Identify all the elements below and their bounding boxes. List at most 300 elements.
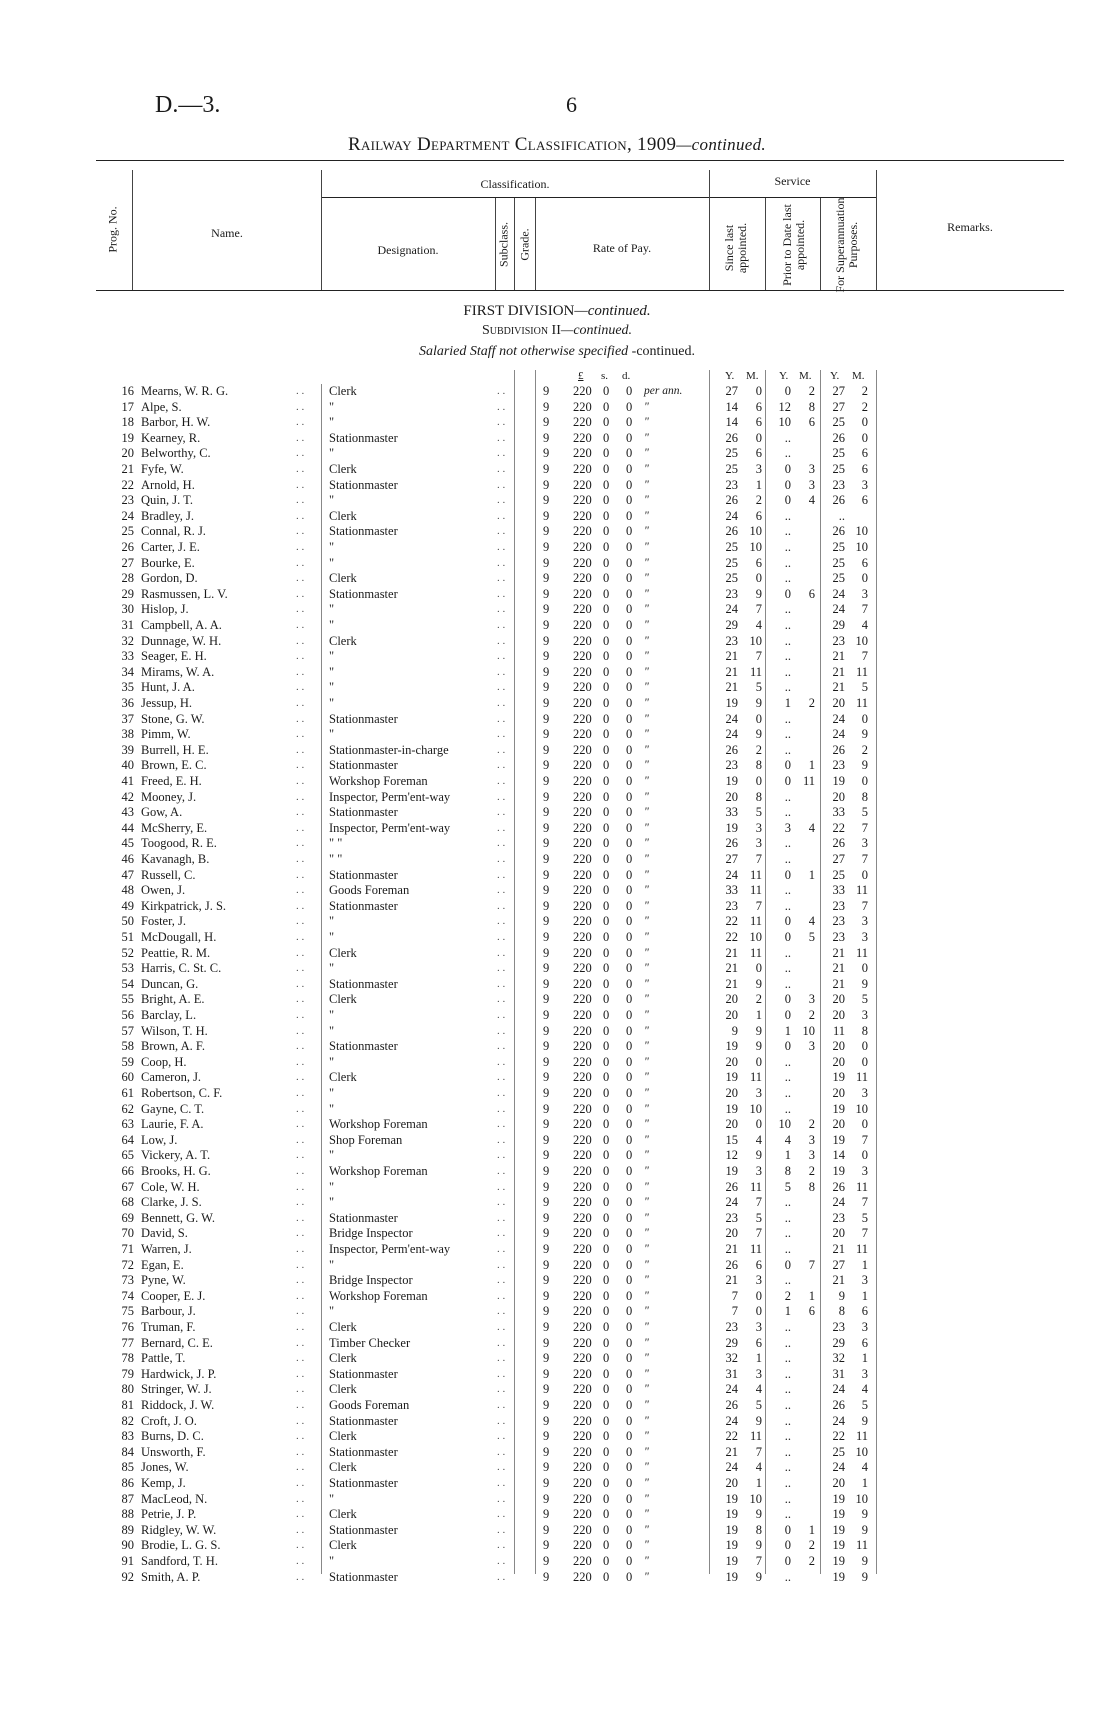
row-name: Smith, A. P. xyxy=(141,1569,201,1584)
header-name: Name. xyxy=(211,226,243,240)
row-name: Kemp, J. xyxy=(141,1476,186,1490)
row-rate-shillings: 0 xyxy=(603,1460,610,1475)
row-grade: 9 xyxy=(543,1335,550,1350)
table-row xyxy=(0,1164,1114,1180)
row-prior-months: 4 xyxy=(808,820,815,835)
row-name: Alpe, S. xyxy=(141,399,182,414)
row-rate-pounds: 220 xyxy=(573,711,592,726)
row-super-months: 7 xyxy=(861,898,868,913)
row-since-months: 8 xyxy=(755,1522,762,1537)
row-designation: Stationmaster xyxy=(329,1039,398,1054)
row-super-years: 20 xyxy=(832,1086,845,1100)
row-name: Cooper, E. J. xyxy=(141,1288,206,1303)
leader-dots: . . xyxy=(497,837,506,850)
row-prior-years: 0 xyxy=(784,930,791,944)
row-grade: 9 xyxy=(543,961,550,976)
row-prog-no: 91 xyxy=(121,1554,134,1568)
row-super-years: 19 xyxy=(832,1070,845,1085)
row-super-months: 0 xyxy=(861,961,868,976)
row-name: Jones, W. xyxy=(141,1460,189,1475)
row-rate-shillings: 0 xyxy=(603,1538,610,1553)
row-super-years: 20 xyxy=(832,1117,845,1132)
row-prior-years: .. xyxy=(784,898,791,913)
row-grade: 9 xyxy=(543,1413,550,1428)
table-row xyxy=(0,1320,1114,1336)
row-super-months: 7 xyxy=(861,820,868,835)
row-rate-shillings: 0 xyxy=(603,945,610,960)
row-name: Jessup, H. xyxy=(141,696,193,710)
row-rate-shillings: 0 xyxy=(603,1335,610,1350)
row-prog-no: 88 xyxy=(121,1507,134,1522)
row-grade: 9 xyxy=(543,1288,550,1303)
row-since-months: 9 xyxy=(755,1023,762,1038)
row-super-years: 27 xyxy=(832,399,845,414)
row-grade: 9 xyxy=(543,571,550,586)
row-since-years: 20 xyxy=(725,1117,738,1132)
row-super-years: 24 xyxy=(832,727,845,742)
row-rate-shillings: 0 xyxy=(603,1304,610,1319)
row-prog-no: 49 xyxy=(121,898,134,913)
row-rate-pounds: 220 xyxy=(573,399,592,414)
row-super-years: 19 xyxy=(832,1538,845,1553)
row-since-years: 21 xyxy=(725,680,738,695)
row-prog-no: 81 xyxy=(121,1398,134,1412)
row-super-months: 9 xyxy=(861,976,868,991)
row-prior-years: 0 xyxy=(784,1008,791,1022)
row-since-years: 23 xyxy=(725,1320,738,1334)
row-designation: " xyxy=(329,1491,335,1506)
row-super-years: 14 xyxy=(832,1148,845,1163)
table-row xyxy=(0,556,1114,572)
row-since-years: 32 xyxy=(725,1351,738,1366)
leader-dots: . . xyxy=(497,993,506,1006)
row-super-months: 5 xyxy=(861,805,868,820)
row-since-years: 21 xyxy=(725,976,738,991)
table-row xyxy=(0,1211,1114,1227)
row-since-months: 11 xyxy=(749,945,762,960)
row-designation: " xyxy=(329,680,335,695)
row-since-months: 0 xyxy=(755,1288,762,1303)
row-prior-years: 8 xyxy=(784,1164,791,1178)
row-rate-pounds: 220 xyxy=(573,1538,592,1553)
row-since-months: 2 xyxy=(755,493,762,508)
row-designation: " xyxy=(329,1101,335,1116)
row-since-years: 19 xyxy=(725,696,738,710)
table-row xyxy=(0,1039,1114,1055)
row-rate-pounds: 220 xyxy=(573,1476,592,1490)
table-row xyxy=(0,1133,1114,1149)
row-rate-pounds: 220 xyxy=(573,571,592,586)
row-super-months: 3 xyxy=(861,1366,868,1381)
row-rate-shillings: 0 xyxy=(603,399,610,414)
row-designation: " xyxy=(329,415,335,430)
leader-dots: . . xyxy=(497,915,506,928)
row-since-years: 12 xyxy=(725,1148,738,1163)
row-rate-unit: " xyxy=(644,915,649,928)
row-since-months: 7 xyxy=(755,649,762,664)
row-rate-pounds: 220 xyxy=(573,1179,592,1194)
table-row xyxy=(0,1367,1114,1383)
leader-dots: . . xyxy=(296,1336,305,1349)
row-since-months: 0 xyxy=(755,711,762,726)
row-prog-no: 24 xyxy=(121,508,134,523)
row-super-years: 23 xyxy=(832,1320,845,1334)
row-super-months: 3 xyxy=(861,930,868,944)
header-rate-of-pay: Rate of Pay. xyxy=(592,241,652,255)
row-since-months: 10 xyxy=(749,930,762,944)
row-since-years: 27 xyxy=(725,384,738,398)
header-superannuation xyxy=(834,195,860,295)
row-grade: 9 xyxy=(543,399,550,414)
table-row xyxy=(0,992,1114,1008)
row-name: Robertson, C. F. xyxy=(141,1086,223,1100)
row-rate-unit: " xyxy=(644,697,649,709)
row-super-months: 9 xyxy=(861,1569,868,1584)
row-name: Cole, W. H. xyxy=(141,1179,200,1194)
row-name: Petrie, J. P. xyxy=(141,1507,197,1522)
row-prior-years: 10 xyxy=(778,1117,791,1132)
row-name: Gow, A. xyxy=(141,805,183,820)
row-name: Vickery, A. T. xyxy=(141,1148,211,1163)
row-rate-shillings: 0 xyxy=(603,1491,610,1506)
row-prior-years: .. xyxy=(784,1086,791,1100)
row-grade: 9 xyxy=(543,1351,550,1366)
leader-dots: . . xyxy=(296,759,305,772)
row-grade: 9 xyxy=(543,1070,550,1085)
row-prog-no: 51 xyxy=(121,930,134,944)
row-prog-no: 82 xyxy=(121,1413,134,1428)
row-rate-pounds: 220 xyxy=(573,1132,592,1147)
row-name: Cameron, J. xyxy=(141,1070,202,1085)
row-rate-pounds: 220 xyxy=(573,914,592,929)
row-designation: Inspector, Perm'ent-way xyxy=(329,820,451,835)
row-grade: 9 xyxy=(543,586,550,601)
row-since-months: 0 xyxy=(755,774,762,788)
row-designation: Bridge Inspector xyxy=(329,1226,413,1241)
row-since-years: 20 xyxy=(725,1476,738,1490)
row-since-months: 9 xyxy=(755,1413,762,1428)
row-rate-pounds: 220 xyxy=(573,945,592,960)
row-prior-years: 5 xyxy=(784,1179,791,1194)
row-rate-shillings: 0 xyxy=(603,820,610,835)
row-designation: Clerk xyxy=(329,462,357,476)
table-row xyxy=(0,1117,1114,1133)
row-designation: " xyxy=(329,696,335,710)
row-name: Rasmussen, L. V. xyxy=(141,586,228,601)
table-row xyxy=(0,1304,1114,1320)
row-grade: 9 xyxy=(543,930,550,944)
leader-dots: . . xyxy=(497,1445,506,1458)
row-grade: 9 xyxy=(543,602,550,617)
row-grade: 9 xyxy=(543,1226,550,1241)
row-name: Freed, E. H. xyxy=(141,774,202,788)
row-super-years: 23 xyxy=(832,758,845,773)
row-grade: 9 xyxy=(543,1304,550,1319)
row-rate-shillings: 0 xyxy=(603,1288,610,1303)
row-rate-shillings: 0 xyxy=(603,1132,610,1147)
division-heading xyxy=(0,303,1114,320)
row-designation: Workshop Foreman xyxy=(329,1117,428,1132)
row-designation: " xyxy=(329,727,335,742)
row-rate-unit: " xyxy=(644,1024,649,1037)
row-rate-shillings: 0 xyxy=(603,1366,610,1381)
row-grade: 9 xyxy=(543,1086,550,1100)
row-prog-no: 54 xyxy=(121,976,134,991)
row-rate-pence: 0 xyxy=(626,1554,633,1568)
row-rate-pence: 0 xyxy=(626,1351,633,1366)
leader-dots: . . xyxy=(296,1227,305,1240)
row-super-months: 0 xyxy=(861,415,868,430)
row-rate-pence: 0 xyxy=(626,1179,633,1194)
row-prog-no: 78 xyxy=(121,1351,134,1366)
row-grade: 9 xyxy=(543,898,550,913)
row-prior-months: 2 xyxy=(808,1117,815,1132)
row-rate-pence: 0 xyxy=(626,898,633,913)
row-rate-pence: 0 xyxy=(626,508,633,523)
row-rate-unit: " xyxy=(644,1180,649,1193)
row-since-months: 10 xyxy=(749,540,762,554)
row-designation: Stationmaster xyxy=(329,1210,398,1225)
row-super-years: 20 xyxy=(832,1226,845,1241)
row-prior-months: 1 xyxy=(808,867,815,882)
row-since-months: 0 xyxy=(755,571,762,586)
row-since-years: 20 xyxy=(725,1086,738,1100)
row-rate-pence: 0 xyxy=(626,493,633,508)
row-rate-pence: 0 xyxy=(626,1476,633,1490)
row-super-months: 8 xyxy=(861,1023,868,1038)
row-designation: " xyxy=(329,540,335,554)
row-name: Truman, F. xyxy=(141,1320,196,1334)
row-rate-pounds: 220 xyxy=(573,774,592,788)
row-rate-shillings: 0 xyxy=(603,805,610,820)
row-super-months: 9 xyxy=(861,1554,868,1568)
row-prog-no: 56 xyxy=(121,1008,134,1022)
row-rate-pence: 0 xyxy=(626,462,633,476)
row-rate-shillings: 0 xyxy=(603,961,610,976)
leader-dots: . . xyxy=(296,1071,305,1084)
row-prog-no: 18 xyxy=(121,415,134,430)
leader-dots: . . xyxy=(497,385,506,397)
row-rate-unit: " xyxy=(644,821,649,834)
row-since-years: 20 xyxy=(725,1226,738,1241)
row-designation: Clerk xyxy=(329,992,357,1007)
row-rate-pounds: 220 xyxy=(573,462,592,476)
row-rate-pounds: 220 xyxy=(573,1351,592,1366)
row-since-years: 23 xyxy=(725,898,738,913)
row-prog-no: 58 xyxy=(121,1039,134,1054)
unit-years-prior: Y. xyxy=(779,370,789,382)
leader-dots: . . xyxy=(497,1461,506,1474)
row-rate-pounds: 220 xyxy=(573,680,592,695)
row-super-months: 9 xyxy=(861,758,868,773)
row-prog-no: 61 xyxy=(121,1086,134,1100)
row-prog-no: 40 xyxy=(121,758,134,773)
row-since-years: 26 xyxy=(725,430,738,445)
row-grade: 9 xyxy=(543,1554,550,1568)
row-super-years: 25 xyxy=(832,540,845,554)
row-since-months: 0 xyxy=(755,384,762,398)
row-since-years: 15 xyxy=(725,1132,738,1147)
leader-dots: . . xyxy=(497,1118,506,1131)
row-rate-pounds: 220 xyxy=(573,1460,592,1475)
table-row xyxy=(0,384,1114,400)
header-since-last-appointed xyxy=(723,200,749,296)
row-super-years: 33 xyxy=(832,883,845,898)
leader-dots: . . xyxy=(296,853,305,865)
row-super-years: 24 xyxy=(832,1413,845,1428)
row-rate-pounds: 220 xyxy=(573,1054,592,1069)
row-prior-years: .. xyxy=(784,618,791,632)
row-designation: Clerk xyxy=(329,508,357,523)
row-rate-pounds: 220 xyxy=(573,649,592,664)
row-designation: Stationmaster xyxy=(329,976,398,991)
row-name: Ridgley, W. W. xyxy=(141,1522,217,1537)
row-super-years: 23 xyxy=(832,898,845,913)
row-rate-pounds: 220 xyxy=(573,1320,592,1334)
row-designation: Stationmaster xyxy=(329,898,398,913)
row-designation: Inspector, Perm'ent-way xyxy=(329,789,451,804)
row-rate-shillings: 0 xyxy=(603,1413,610,1428)
leader-dots: . . xyxy=(497,1336,506,1349)
row-super-years: 25 xyxy=(832,1444,845,1459)
row-designation: Stationmaster xyxy=(329,1413,398,1428)
row-since-months: 10 xyxy=(749,1491,762,1506)
row-prior-years: .. xyxy=(784,446,791,461)
row-since-years: 19 xyxy=(725,1522,738,1537)
row-rate-unit: " xyxy=(644,993,649,1006)
row-since-months: 11 xyxy=(749,1179,762,1194)
row-prior-years: 0 xyxy=(784,992,791,1007)
row-rate-shillings: 0 xyxy=(603,789,610,804)
row-since-months: 9 xyxy=(755,1538,762,1553)
row-prior-months: 2 xyxy=(808,1538,815,1553)
row-super-years: 20 xyxy=(832,789,845,804)
row-super-years: 20 xyxy=(832,1039,845,1054)
leader-dots: . . xyxy=(497,899,506,912)
leader-dots: . . xyxy=(296,1399,305,1411)
row-name: Mooney, J. xyxy=(141,789,197,804)
row-rate-unit: " xyxy=(644,1336,649,1349)
row-prior-years: .. xyxy=(784,571,791,586)
row-name: McSherry, E. xyxy=(141,820,208,835)
row-rate-pounds: 220 xyxy=(573,1101,592,1116)
row-rate-pounds: 220 xyxy=(573,1507,592,1522)
row-super-months: 7 xyxy=(861,1195,868,1210)
row-prior-years: 1 xyxy=(784,1304,791,1319)
row-prior-years: .. xyxy=(784,430,791,445)
row-super-months: 1 xyxy=(861,1351,868,1366)
row-grade: 9 xyxy=(543,789,550,804)
row-since-years: 19 xyxy=(725,1491,738,1506)
row-super-years: 27 xyxy=(832,852,845,866)
row-super-years: 25 xyxy=(832,415,845,430)
row-super-years: 23 xyxy=(832,633,845,648)
row-name: Hislop, J. xyxy=(141,602,189,617)
row-since-months: 4 xyxy=(755,618,762,632)
row-rate-pounds: 220 xyxy=(573,633,592,648)
row-prior-months: 6 xyxy=(808,586,815,601)
row-grade: 9 xyxy=(543,1491,550,1506)
row-since-months: 9 xyxy=(755,1507,762,1522)
row-rate-pounds: 220 xyxy=(573,1444,592,1459)
row-super-months: 1 xyxy=(861,1257,868,1272)
row-super-months: 11 xyxy=(855,664,868,679)
leader-dots: . . xyxy=(497,977,506,990)
leader-dots: . . xyxy=(296,1196,305,1209)
row-since-years: 22 xyxy=(725,1429,738,1444)
table-row xyxy=(0,836,1114,852)
row-rate-pounds: 220 xyxy=(573,1382,592,1397)
table-row xyxy=(0,1195,1114,1211)
row-rate-pounds: 220 xyxy=(573,1039,592,1054)
table-row xyxy=(0,1242,1114,1258)
row-name: Gordon, D. xyxy=(141,571,198,586)
row-prior-months: 8 xyxy=(808,399,815,414)
row-rate-pence: 0 xyxy=(626,680,633,695)
leader-dots: . . xyxy=(296,837,305,850)
table-row xyxy=(0,727,1114,743)
row-grade: 9 xyxy=(543,867,550,882)
unit-years-since: Y. xyxy=(725,370,735,382)
row-prior-years: .. xyxy=(784,1320,791,1334)
row-rate-pence: 0 xyxy=(626,1335,633,1350)
row-since-months: 1 xyxy=(755,1008,762,1022)
leader-dots: . . xyxy=(497,868,506,881)
row-rate-pence: 0 xyxy=(626,1460,633,1475)
table-row xyxy=(0,1382,1114,1398)
table-row xyxy=(0,1289,1114,1305)
table-row xyxy=(0,400,1114,416)
row-super-months: 10 xyxy=(855,1444,868,1459)
row-grade: 9 xyxy=(543,1101,550,1116)
row-rate-shillings: 0 xyxy=(603,1257,610,1272)
unit-shilling: s. xyxy=(601,370,609,382)
row-rate-unit: " xyxy=(644,1274,649,1287)
row-prior-years: .. xyxy=(784,1444,791,1459)
row-rate-unit: " xyxy=(644,1227,649,1240)
section-main: Salaried Staff not otherwise specified xyxy=(418,344,629,359)
leader-dots: . . xyxy=(296,743,305,756)
row-since-months: 9 xyxy=(755,727,762,742)
row-name: Pattle, T. xyxy=(141,1351,186,1366)
row-designation: Stationmaster xyxy=(329,430,398,445)
row-rate-unit: " xyxy=(644,1149,649,1162)
row-rate-unit: " xyxy=(644,463,649,475)
row-designation: Clerk xyxy=(329,384,357,398)
row-rate-shillings: 0 xyxy=(603,1210,610,1225)
table-row xyxy=(0,1554,1114,1570)
row-rate-shillings: 0 xyxy=(603,1070,610,1085)
table-row xyxy=(0,509,1114,525)
row-prior-months: 4 xyxy=(808,493,815,508)
row-rate-pence: 0 xyxy=(626,867,633,882)
row-designation: Clerk xyxy=(329,1320,357,1334)
row-designation: Stationmaster xyxy=(329,1444,398,1459)
row-name: Peattie, R. M. xyxy=(141,945,211,960)
row-since-months: 9 xyxy=(755,1148,762,1163)
row-prog-no: 73 xyxy=(121,1273,134,1288)
row-rate-pounds: 220 xyxy=(573,727,592,742)
row-since-months: 6 xyxy=(755,399,762,414)
row-prior-years: .. xyxy=(784,1366,791,1381)
row-grade: 9 xyxy=(543,914,550,929)
leader-dots: . . xyxy=(296,525,305,538)
row-grade: 9 xyxy=(543,1522,550,1537)
row-rate-pence: 0 xyxy=(626,446,633,461)
row-rate-unit: " xyxy=(644,1071,649,1084)
table-row xyxy=(0,743,1114,759)
leader-dots: . . xyxy=(497,1289,506,1302)
